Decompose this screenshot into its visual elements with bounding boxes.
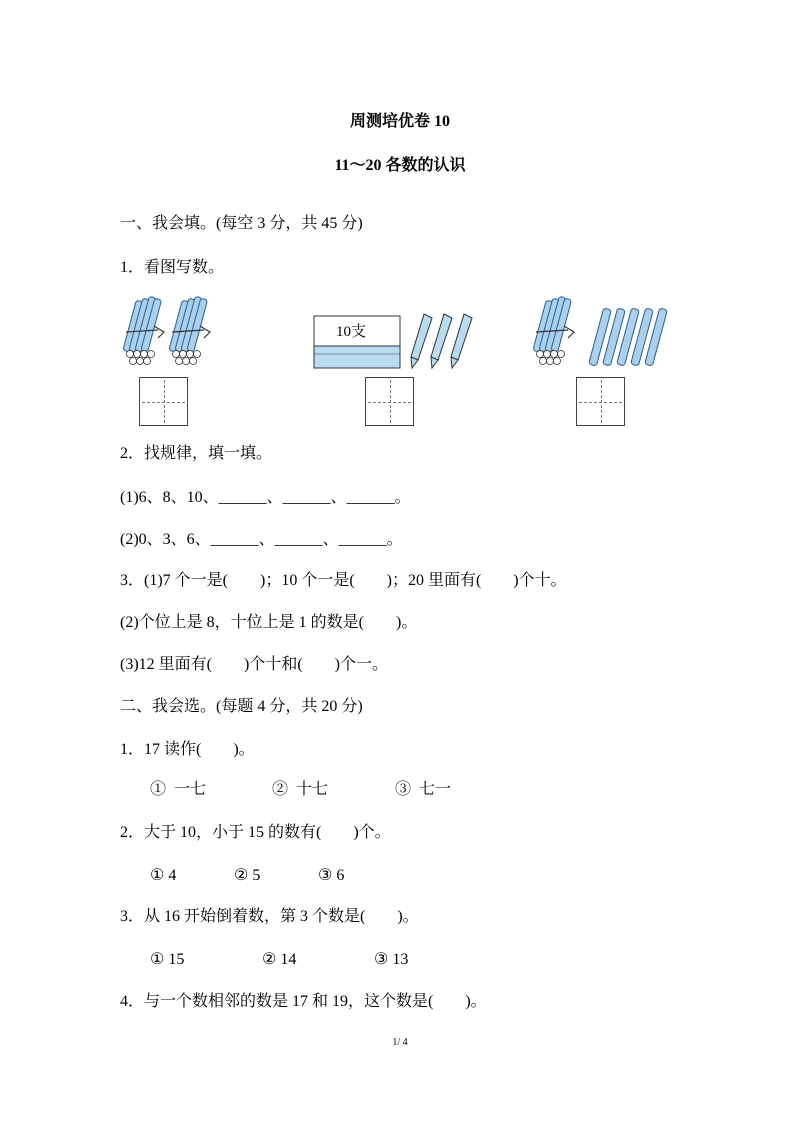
q1-option-3: ③ 七一	[395, 781, 452, 798]
bundle-and-sticks-image	[528, 294, 678, 372]
q1-option-1: ① 一七	[150, 781, 207, 798]
q2-option-2: ② 5	[234, 867, 261, 884]
q2-option-3: ③ 6	[318, 867, 345, 884]
question-2-1: 1．17 读作( )。	[120, 741, 255, 758]
answer-box-1[interactable]	[139, 377, 188, 426]
question-1-2-1: (1)6、8、10、______、______、______。	[120, 489, 411, 506]
section1-heading: 一、我会填。(每空 3 分，共 45 分)	[120, 215, 363, 232]
page-subtitle: 11～20 各数的认识	[334, 157, 466, 174]
question-1-3-3: (3)12 里面有( )个十和( )个一。	[120, 656, 388, 673]
q1-option-2: ② 十七	[272, 781, 329, 798]
question-2-2: 2．大于 10，小于 15 的数有( )个。	[120, 824, 391, 841]
q3-option-1: ① 15	[150, 951, 185, 968]
question-2-4: 4．与一个数相邻的数是 17 和 19，这个数是( )。	[120, 993, 487, 1010]
answer-box-3[interactable]	[576, 377, 625, 426]
question-1-2-2: (2)0、3、6、______、______、______。	[120, 531, 403, 548]
q2-option-1: ① 4	[150, 867, 177, 884]
pencil-box-image	[312, 310, 492, 374]
two-stick-bundles-image	[118, 294, 228, 372]
answer-box-2[interactable]	[365, 377, 414, 426]
section2-heading: 二、我会选。(每题 4 分，共 20 分)	[120, 698, 363, 715]
question-1-3-2: (2)个位上是 8，十位上是 1 的数是( )。	[120, 614, 418, 631]
page-number: 1/ 4	[392, 1037, 408, 1048]
question-2-3: 3．从 16 开始倒着数，第 3 个数是( )。	[120, 908, 419, 925]
page-title: 周测培优卷 10	[349, 113, 450, 130]
question-1-3-1: 3．(1)7 个一是( )；10 个一是( )；20 里面有( )个十。	[120, 572, 567, 589]
q3-option-3: ③ 13	[374, 951, 409, 968]
q3-option-2: ② 14	[262, 951, 297, 968]
question-1-2: 2．找规律，填一填。	[120, 445, 273, 462]
question-1-1: 1．看图写数。	[120, 259, 225, 276]
pencil-box-label: 10支	[336, 324, 367, 340]
